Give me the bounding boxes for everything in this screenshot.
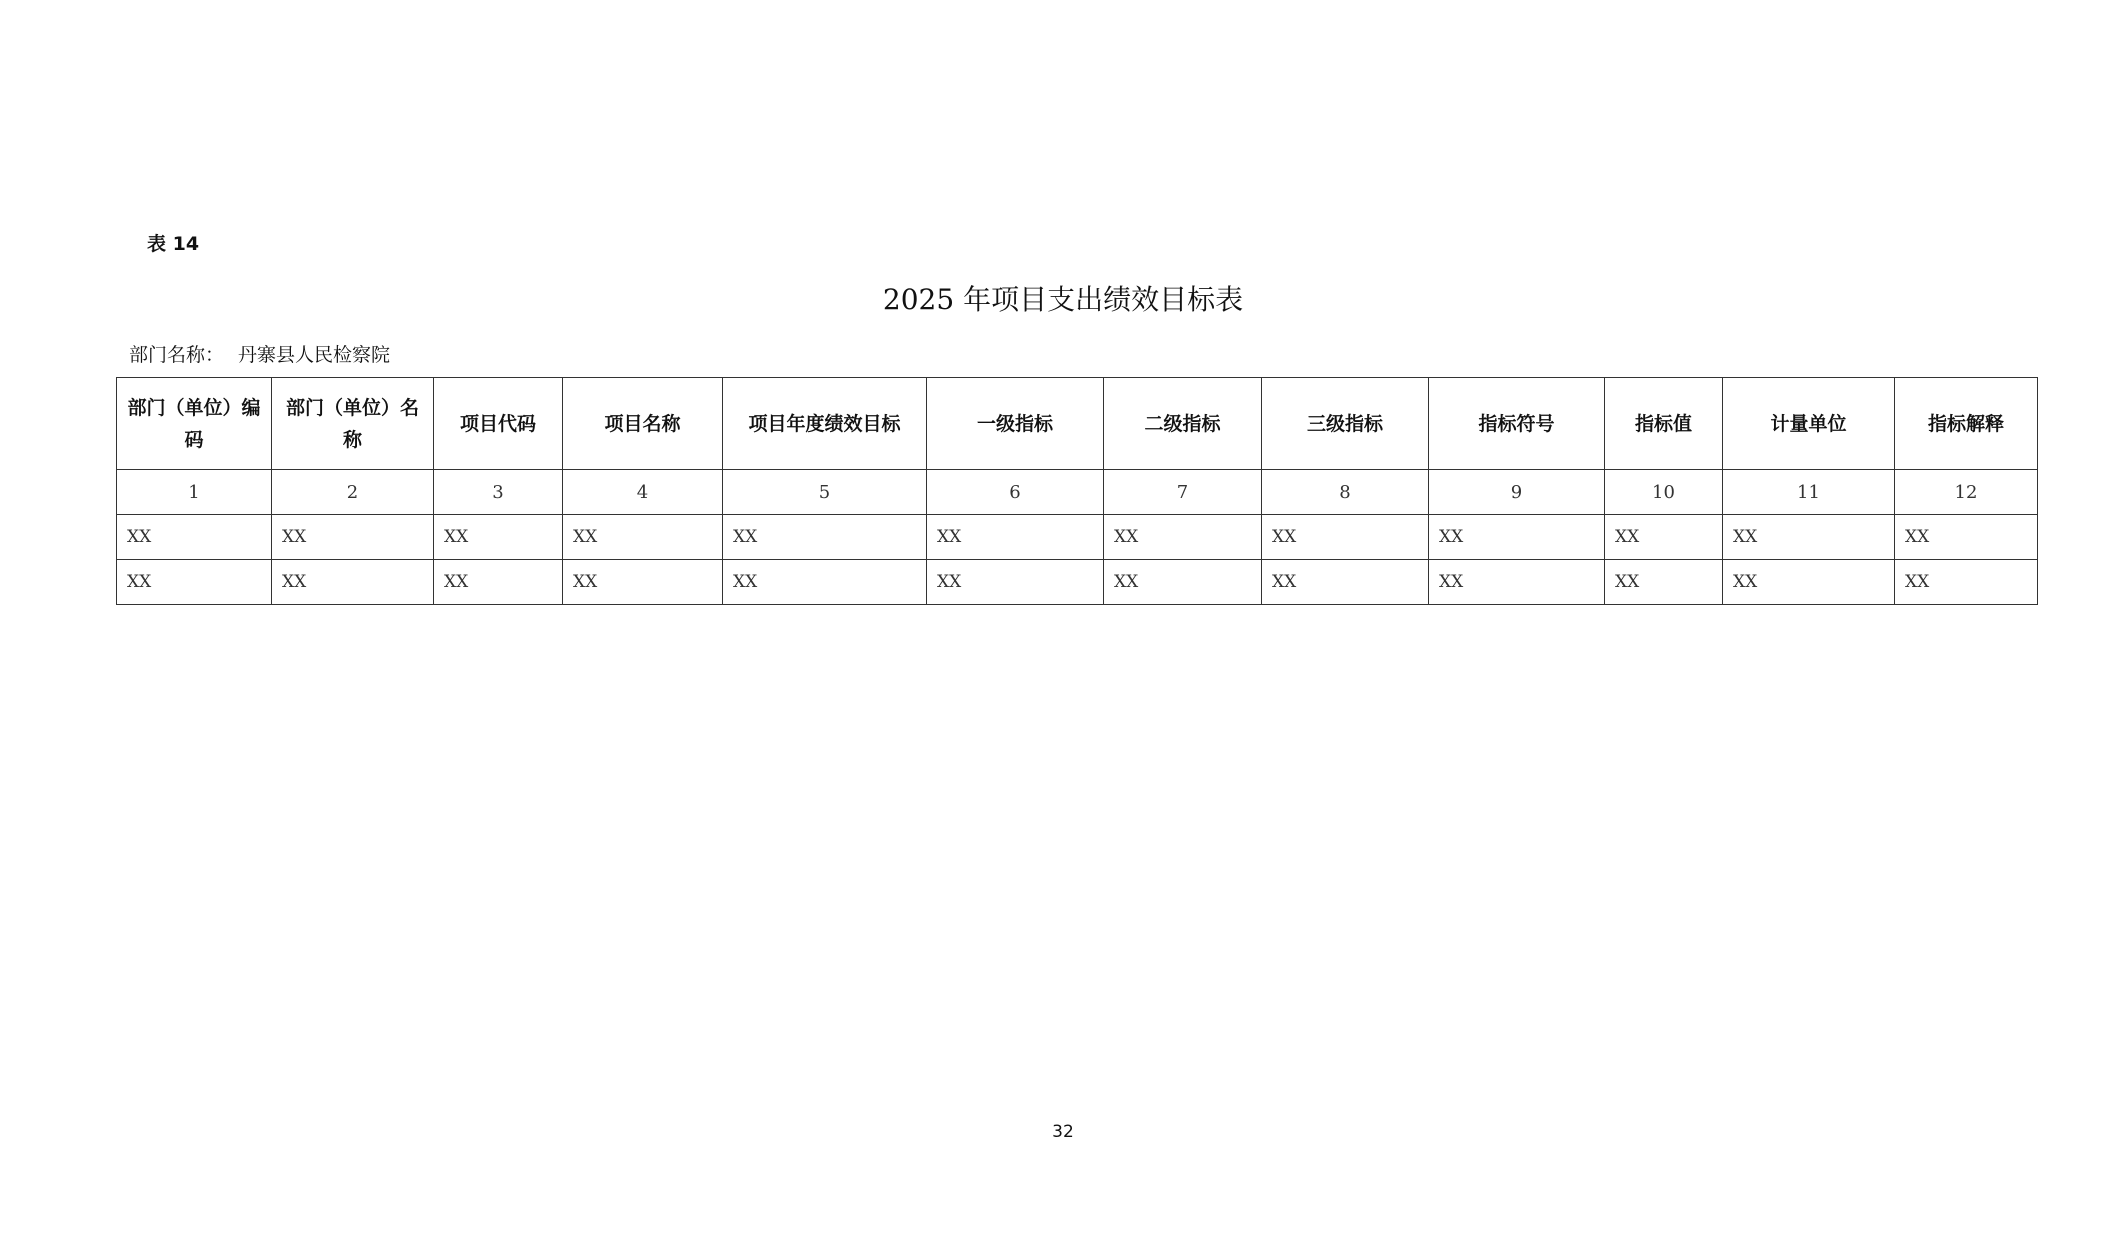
column-number-cell: 2 xyxy=(272,470,434,515)
header-cell: 计量单位 xyxy=(1723,378,1895,470)
header-cell: 一级指标 xyxy=(927,378,1104,470)
table-cell: XX xyxy=(1895,560,2038,605)
table-cell: XX xyxy=(563,515,723,560)
table-cell: XX xyxy=(1895,515,2038,560)
performance-target-table xyxy=(116,377,2038,605)
column-number-cell: 11 xyxy=(1723,470,1895,515)
column-number-cell: 5 xyxy=(723,470,927,515)
header-cell: 项目代码 xyxy=(434,378,563,470)
page-number: 32 xyxy=(1052,1122,1074,1142)
column-number-cell: 10 xyxy=(1605,470,1723,515)
column-number-row xyxy=(117,470,2038,515)
column-number-cell: 1 xyxy=(117,470,272,515)
column-number-cell: 6 xyxy=(927,470,1104,515)
table-cell: XX xyxy=(117,560,272,605)
department-line xyxy=(129,343,390,367)
department-name: 丹寨县人民检察院 xyxy=(238,344,391,366)
table-cell: XX xyxy=(723,515,927,560)
table-cell: XX xyxy=(434,515,563,560)
table-cell: XX xyxy=(1723,560,1895,605)
table-cell: XX xyxy=(927,560,1104,605)
table-cell: XX xyxy=(1723,515,1895,560)
table-cell: XX xyxy=(723,560,927,605)
table-cell: XX xyxy=(563,560,723,605)
column-number-cell: 12 xyxy=(1895,470,2038,515)
column-number-cell: 3 xyxy=(434,470,563,515)
table-cell: XX xyxy=(434,560,563,605)
header-cell: 指标符号 xyxy=(1429,378,1605,470)
header-cell: 部门（单位）名称 xyxy=(272,378,434,470)
column-number-cell: 7 xyxy=(1104,470,1262,515)
page-title: 2025 年项目支出绩效目标表 xyxy=(882,283,1244,316)
header-cell: 指标解释 xyxy=(1895,378,2038,470)
header-cell: 项目年度绩效目标 xyxy=(723,378,927,470)
table-cell: XX xyxy=(1605,515,1723,560)
table-row xyxy=(117,560,2038,605)
column-number-cell: 9 xyxy=(1429,470,1605,515)
table-cell: XX xyxy=(1429,515,1605,560)
table-cell: XX xyxy=(272,560,434,605)
table-cell: XX xyxy=(1104,515,1262,560)
header-cell: 项目名称 xyxy=(563,378,723,470)
header-cell: 三级指标 xyxy=(1262,378,1429,470)
table-header-row xyxy=(117,378,2038,470)
column-number-cell: 4 xyxy=(563,470,723,515)
table-cell: XX xyxy=(1605,560,1723,605)
column-number-cell: 8 xyxy=(1262,470,1429,515)
table-cell: XX xyxy=(1429,560,1605,605)
table-row xyxy=(117,515,2038,560)
table-cell: XX xyxy=(117,515,272,560)
table-cell: XX xyxy=(1262,515,1429,560)
table-cell: XX xyxy=(1262,560,1429,605)
header-cell: 部门（单位）编码 xyxy=(117,378,272,470)
department-label: 部门名称： xyxy=(129,344,225,366)
header-cell: 二级指标 xyxy=(1104,378,1262,470)
table-cell: XX xyxy=(272,515,434,560)
table-number: 表 14 xyxy=(147,233,200,255)
header-cell: 指标值 xyxy=(1605,378,1723,470)
table-cell: XX xyxy=(1104,560,1262,605)
table-cell: XX xyxy=(927,515,1104,560)
